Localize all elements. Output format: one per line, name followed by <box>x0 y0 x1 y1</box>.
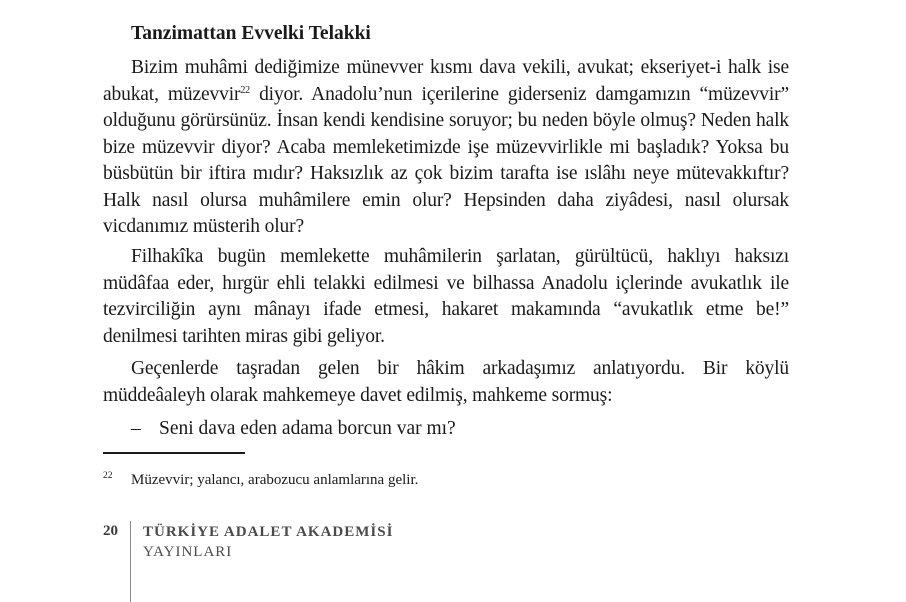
footer-divider <box>130 521 131 602</box>
dialogue-line <box>131 416 456 442</box>
dialogue-dash: – <box>131 418 141 439</box>
paragraph-1-text-start: Bizim muhâmi dediğimize münevver kısmı dava vekili, avukat; ekseriyet-i halk ise abukat, müzevvir <box>103 57 789 105</box>
page-number: 20 <box>103 523 118 539</box>
dialogue-text: Seni dava eden adama borcun var mı? <box>159 418 456 439</box>
footnote-reference[interactable]: 22 <box>240 84 251 96</box>
footnote-divider <box>103 452 245 454</box>
publisher-subtitle: YAYINLARI <box>143 544 233 560</box>
paragraph-1 <box>103 55 789 241</box>
paragraph-3: Geçenlerde taşradan gelen bir hâkim arkadaşımız anlatıyordu. Bir köylü müddeâaleyh olarak mahkemeye davet edilmiş, mahkeme sormuş: <box>103 358 789 406</box>
section-heading: Tanzimattan Evvelki Telakki <box>131 23 371 44</box>
paragraph-2: Filhakîka bugün memlekette muhâmilerin şarlatan, gürültücü, haklıyı haksızı müdâfaa eder, hırgür ehli telakki edilmesi ve bilhassa Anadolu içlerinde avukatlık ile tezvirciliğin aynı mânayı ifade etmesi, hakaret makamında “avukatlık etme be!” denilmesi tarihten miras gibi geliyor. <box>103 246 789 347</box>
publisher-name: TÜRKİYE ADALET AKADEMİSİ <box>143 524 394 540</box>
paragraph-1-text-end: diyor. Anadolu’nun içerilerine giderseniz damgamızın “müzevvir” olduğunu görürsünüz. İnsan kendi kendisine soruyor; bu neden böyle olmuş? Neden halk bize müzevvir diyor? Acaba memleketimizde işe müzevvirlikle mi başladık? Yoksa bu büsbütün bir iftira mıdır? Haksızlık az çok bizim tarafta ise ıslâhı neye mütevakkıftır? Halk nasıl olursa muhâmilere emin olur? Hepsinden daha ziyâdesi, nasıl olursak vicdanımız müsterih olur? <box>103 83 789 237</box>
footnote: 22 Müzevvir; yalancı, arabozucu anlamlarına gelir. <box>103 471 419 488</box>
footnote-text: Müzevvir; yalancı, arabozucu anlamlarına gelir. <box>131 472 419 488</box>
publisher-label <box>143 522 393 562</box>
